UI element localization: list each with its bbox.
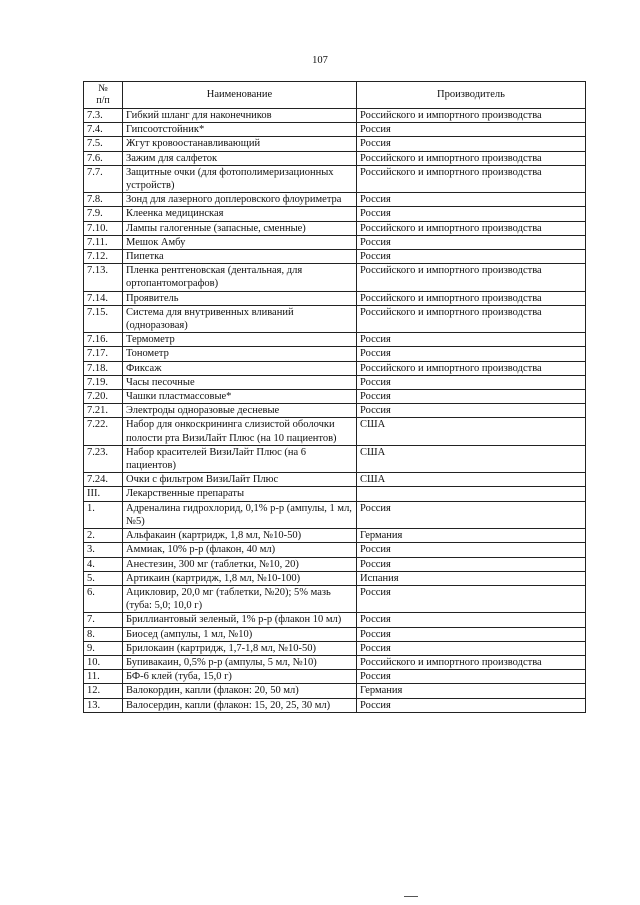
table-row — [84, 109, 586, 123]
row-number: 7.7. — [84, 165, 123, 192]
header-name: Наименование — [123, 82, 357, 109]
row-name: Электроды одноразовые десневые — [123, 404, 357, 418]
row-manufacturer: Россия — [357, 123, 586, 137]
row-name: Защитные очки (для фотополимеризационных устройств) — [123, 165, 357, 192]
table-row — [84, 361, 586, 375]
row-manufacturer: Россия — [357, 670, 586, 684]
table-row — [84, 641, 586, 655]
row-manufacturer: США — [357, 445, 586, 472]
row-manufacturer — [357, 487, 586, 501]
table-row — [84, 501, 586, 528]
table-row — [84, 151, 586, 165]
row-manufacturer: Российского и импортного производства — [357, 221, 586, 235]
row-manufacturer: Россия — [357, 585, 586, 612]
row-manufacturer: Россия — [357, 347, 586, 361]
table-row — [84, 487, 586, 501]
row-name: Очки с фильтром ВизиЛайт Плюс — [123, 473, 357, 487]
row-name: Лекарственные препараты — [123, 487, 357, 501]
header-manufacturer: Производитель — [357, 82, 586, 109]
row-number: 7.18. — [84, 361, 123, 375]
row-number: 7.4. — [84, 123, 123, 137]
table-row — [84, 207, 586, 221]
row-number: 7.8. — [84, 193, 123, 207]
table-row — [84, 627, 586, 641]
table-row — [84, 333, 586, 347]
row-manufacturer: Россия — [357, 613, 586, 627]
row-number: 6. — [84, 585, 123, 612]
header-number-pp: п/п — [96, 95, 110, 106]
table-row — [84, 404, 586, 418]
row-name: Бупивакаин, 0,5% р-р (ампулы, 5 мл, №10) — [123, 655, 357, 669]
table-row — [84, 613, 586, 627]
table-row — [84, 557, 586, 571]
table-row — [84, 250, 586, 264]
row-number: 5. — [84, 571, 123, 585]
table-row — [84, 193, 586, 207]
row-manufacturer: Россия — [357, 193, 586, 207]
row-number: 7.14. — [84, 291, 123, 305]
table-row — [84, 445, 586, 472]
page-number: 107 — [312, 55, 328, 66]
row-number: 13. — [84, 698, 123, 712]
table-row — [84, 390, 586, 404]
table-row — [84, 670, 586, 684]
row-name: Чашки пластмассовые* — [123, 390, 357, 404]
table-header-row — [84, 82, 586, 109]
table-row — [84, 264, 586, 291]
row-name: Проявитель — [123, 291, 357, 305]
row-number: 7.20. — [84, 390, 123, 404]
row-name: Набор для онкоскрининга слизистой оболочки полости рта ВизиЛайт Плюс (на 10 пациентов) — [123, 418, 357, 445]
table-row — [84, 571, 586, 585]
row-name: Пленка рентгеновская (дентальная, для ортопантомографов) — [123, 264, 357, 291]
table-row — [84, 375, 586, 389]
row-name: Жгут кровоостанавливающий — [123, 137, 357, 151]
row-name: Анестезин, 300 мг (таблетки, №10, 20) — [123, 557, 357, 571]
footer-mark — [404, 896, 418, 897]
row-manufacturer: Российского и импортного производства — [357, 291, 586, 305]
row-number: 4. — [84, 557, 123, 571]
row-number: 9. — [84, 641, 123, 655]
row-number: 7.21. — [84, 404, 123, 418]
row-number: 7.13. — [84, 264, 123, 291]
row-number: 7. — [84, 613, 123, 627]
table-body — [84, 109, 586, 713]
equipment-table — [83, 81, 586, 713]
table-row — [84, 698, 586, 712]
row-name: Клеенка медицинская — [123, 207, 357, 221]
row-name: Зонд для лазерного доплеровского флоуриметра — [123, 193, 357, 207]
row-manufacturer: Российского и импортного производства — [357, 165, 586, 192]
row-name: Тонометр — [123, 347, 357, 361]
row-manufacturer: Германия — [357, 684, 586, 698]
row-name: Мешок Амбу — [123, 235, 357, 249]
row-number: 7.3. — [84, 109, 123, 123]
row-name: Часы песочные — [123, 375, 357, 389]
row-number: 7.6. — [84, 151, 123, 165]
table-row — [84, 221, 586, 235]
row-number: 7.23. — [84, 445, 123, 472]
row-manufacturer: Россия — [357, 250, 586, 264]
row-name: Термометр — [123, 333, 357, 347]
row-number: III. — [84, 487, 123, 501]
row-name: БФ-6 клей (туба, 15,0 г) — [123, 670, 357, 684]
row-manufacturer: Российского и импортного производства — [357, 264, 586, 291]
row-manufacturer: Россия — [357, 137, 586, 151]
table-row — [84, 529, 586, 543]
row-manufacturer: Россия — [357, 375, 586, 389]
table-row — [84, 543, 586, 557]
row-manufacturer: Россия — [357, 698, 586, 712]
row-number: 7.10. — [84, 221, 123, 235]
row-number: 7.5. — [84, 137, 123, 151]
row-number: 7.9. — [84, 207, 123, 221]
row-number: 7.22. — [84, 418, 123, 445]
row-number: 7.12. — [84, 250, 123, 264]
row-name: Валосердин, капли (флакон: 15, 20, 25, 30 мл) — [123, 698, 357, 712]
table-row — [84, 291, 586, 305]
row-name: Альфакаин (картридж, 1,8 мл, №10-50) — [123, 529, 357, 543]
row-number: 1. — [84, 501, 123, 528]
table-row — [84, 137, 586, 151]
row-manufacturer: Россия — [357, 557, 586, 571]
row-name: Лампы галогенные (запасные, сменные) — [123, 221, 357, 235]
row-name: Набор красителей ВизиЛайт Плюс (на 6 пациентов) — [123, 445, 357, 472]
row-name: Гипсоотстойник* — [123, 123, 357, 137]
row-name: Брилокаин (картридж, 1,7-1,8 мл, №10-50) — [123, 641, 357, 655]
row-manufacturer: Россия — [357, 641, 586, 655]
table-row — [84, 305, 586, 332]
row-manufacturer: Российского и импортного производства — [357, 361, 586, 375]
row-name: Пипетка — [123, 250, 357, 264]
row-name: Бриллиантовый зеленый, 1% р-р (флакон 10 мл) — [123, 613, 357, 627]
row-manufacturer: Германия — [357, 529, 586, 543]
row-name: Фиксаж — [123, 361, 357, 375]
row-name: Ацикловир, 20,0 мг (таблетки, №20); 5% мазь (туба: 5,0; 10,0 г) — [123, 585, 357, 612]
row-number: 7.24. — [84, 473, 123, 487]
row-manufacturer: Испания — [357, 571, 586, 585]
row-manufacturer: Россия — [357, 207, 586, 221]
row-number: 12. — [84, 684, 123, 698]
row-manufacturer: Россия — [357, 390, 586, 404]
row-manufacturer: Россия — [357, 501, 586, 528]
row-number: 7.16. — [84, 333, 123, 347]
row-number: 8. — [84, 627, 123, 641]
table-row — [84, 347, 586, 361]
row-manufacturer: Россия — [357, 404, 586, 418]
row-name: Артикаин (картридж, 1,8 мл, №10-100) — [123, 571, 357, 585]
table-row — [84, 585, 586, 612]
row-manufacturer: Россия — [357, 543, 586, 557]
row-manufacturer: Российского и импортного производства — [357, 655, 586, 669]
row-number: 11. — [84, 670, 123, 684]
row-number: 7.17. — [84, 347, 123, 361]
row-number: 7.11. — [84, 235, 123, 249]
row-name: Валокордин, капли (флакон: 20, 50 мл) — [123, 684, 357, 698]
row-manufacturer: Россия — [357, 235, 586, 249]
row-name: Гибкий шланг для наконечников — [123, 109, 357, 123]
row-manufacturer: Россия — [357, 627, 586, 641]
row-number: 7.15. — [84, 305, 123, 332]
row-number: 7.19. — [84, 375, 123, 389]
table-row — [84, 684, 586, 698]
header-number — [84, 82, 123, 109]
table-row — [84, 418, 586, 445]
row-number: 10. — [84, 655, 123, 669]
row-manufacturer: Россия — [357, 333, 586, 347]
row-number: 3. — [84, 543, 123, 557]
row-manufacturer: Российского и импортного производства — [357, 151, 586, 165]
header-number-symbol: № — [98, 83, 108, 94]
table-row — [84, 473, 586, 487]
row-manufacturer: Российского и импортного производства — [357, 305, 586, 332]
row-name: Аммиак, 10% р-р (флакон, 40 мл) — [123, 543, 357, 557]
row-name: Система для внутривенных вливаний (одноразовая) — [123, 305, 357, 332]
row-name: Адреналина гидрохлорид, 0,1% р-р (ампулы, 1 мл, №5) — [123, 501, 357, 528]
table-row — [84, 165, 586, 192]
row-name: Зажим для салфеток — [123, 151, 357, 165]
row-name: Биосед (ампулы, 1 мл, №10) — [123, 627, 357, 641]
table-row — [84, 655, 586, 669]
table-row — [84, 123, 586, 137]
row-number: 2. — [84, 529, 123, 543]
row-manufacturer: Российского и импортного производства — [357, 109, 586, 123]
row-manufacturer: США — [357, 473, 586, 487]
row-manufacturer: США — [357, 418, 586, 445]
table-row — [84, 235, 586, 249]
